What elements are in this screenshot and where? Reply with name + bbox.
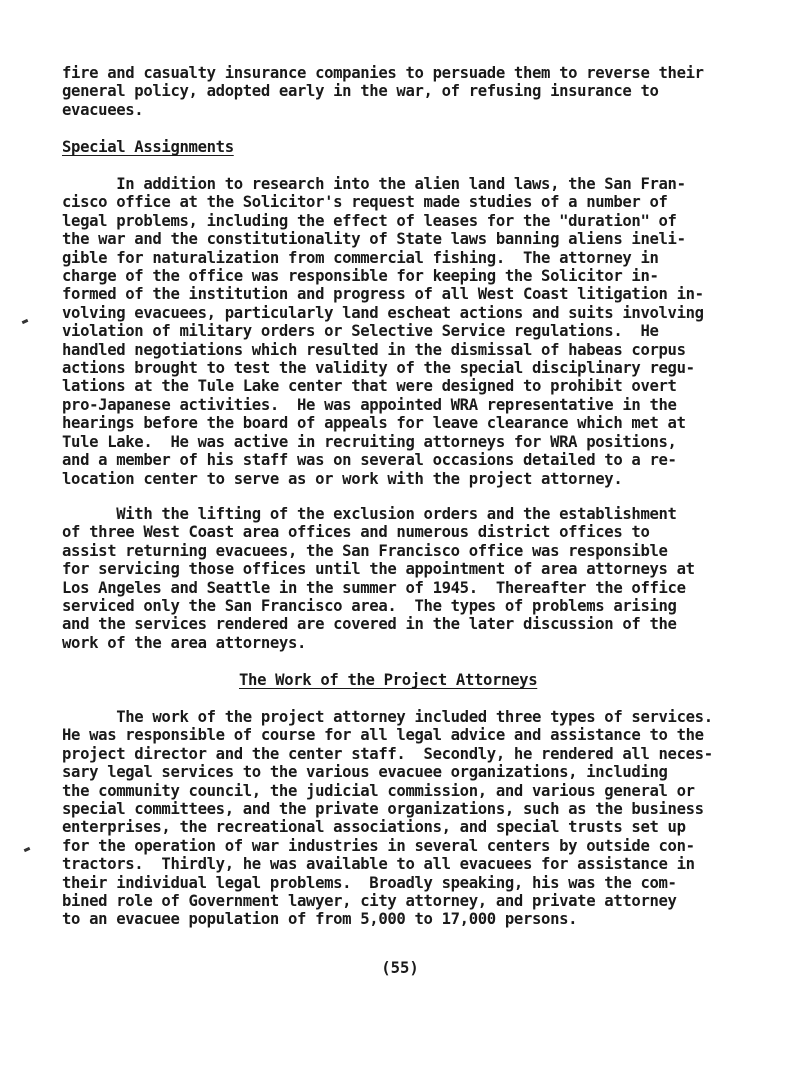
project-attorneys-paragraph-1: The work of the project attorney included three types of services. He was responsible of course for all legal advice and assistance to the project director and the center staff. Secondly, he rendered all neces- sary legal services to the various evacuee organizations, including the community council, the judicial commission, and various general or special committees, and the private organizations, such as the business enterprises, the recreational associations, and special trusts set up for the operation of war industries in several centers by outside con- tractors. Thirdly, he was available to all evacuees for assistance in their individual legal problems. Broadly speaking, his was the com- bined role of Government lawyer, city attorney, and private attorney to an evacuee population of from 5,000 to 17,000 persons. xyxy=(62,708,713,929)
scan-mark xyxy=(22,319,29,324)
intro-paragraph: fire and casualty insurance companies to persuade them to reverse their general policy, adopted early in the war, of refusing insurance to evacuees. xyxy=(62,64,704,119)
page-number: (55) xyxy=(381,959,419,977)
special-assignments-heading: Special Assignments xyxy=(62,138,234,156)
scan-mark xyxy=(24,847,31,852)
special-assignments-paragraph-2: With the lifting of the exclusion orders and the establishment of three West Coast area offices and numerous district offices to assist returning evacuees, the San Francisco office was responsible for servicing those offices until the appointment of area attorneys at Los Angeles and Seattle in the summer of 1945. Thereafter the office serviced only the San Francisco area. The types of problems arising and the services rendered are covered in the later discussion of the work of the area attorneys. xyxy=(62,505,695,652)
project-attorneys-heading: The Work of the Project Attorneys xyxy=(239,671,538,689)
special-assignments-paragraph-1: In addition to research into the alien land laws, the San Fran- cisco office at the Solicitor's request made studies of a number of legal problems, including the effect of leases for the "duration" of the war and the constitutionality of State laws banning aliens ineli- gible for naturalization from commercial fishing. The attorney in charge of the office was responsible for keeping the Solicitor in- formed of the institution and progress of all West Coast litigation in- volving evacuees, particularly land escheat actions and suits involving violation of military orders or Selective Service regulations. He handled negotiations which resulted in the dismissal of habeas corpus actions brought to test the validity of the special disciplinary regu- lations at the Tule Lake center that were designed to prohibit overt pro-Japanese activities. He was appointed WRA representative in the hearings before the board of appeals for leave clearance which met at Tule Lake. He was active in recruiting attorneys for WRA positions, and a member of his staff was on several occasions detailed to a re- location center to serve as or work with the project attorney. xyxy=(62,175,704,488)
